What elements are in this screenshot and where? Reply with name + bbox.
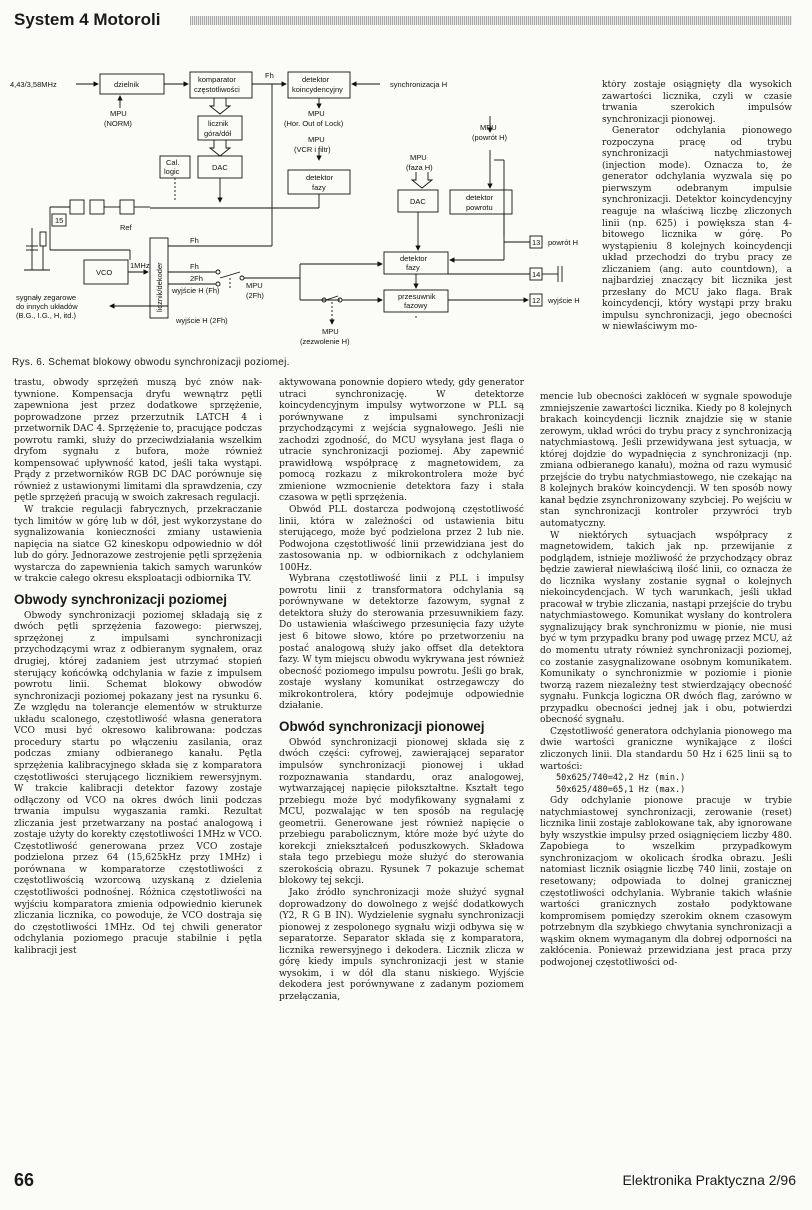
licznik-dekoder-label: licznik/dekoder: [155, 262, 164, 312]
mpu-hor-label-1: MPU: [308, 109, 325, 118]
det-powrotu-label-1: detektor: [466, 193, 494, 202]
komparator-label-2: częstotliwości: [194, 85, 240, 94]
fh1-label: Fh: [190, 236, 199, 245]
wyjscie-fh-label: wyjście H (Fh): [172, 286, 220, 295]
mpu-powrot-label-2: (powrót H): [472, 133, 508, 142]
figure-caption: Rys. 6. Schemat blokowy obwodu synchronizacji poziomej.: [12, 357, 290, 368]
paragraph: mencie lub obecności zakłóceń w sygnale spowoduje zmniejszenie zawartości licznika. Kiedy po 8 kolejnych brakach koincydencji licznik znajdzie się w stanie zerowym, układ wróci do trybu pracy z synchronizacją natychmiastową. Jeśli przewidywana jest sytuacja, w której dojdzie do wypadnięcia z synchronizacji (np. zmiana odbieranego kanału), można od razu wymusić przejście do trybu natychmiastowego, nie czekając na 8 kolejnych braków koincydencji. W ten sposób nowy kanał będzie zsynchronizowany szybciej. Po wejściu w stan synchronizacji kontroler przywróci tryb automatyczny.: [540, 392, 792, 530]
2fh-label: 2Fh: [190, 274, 203, 283]
paragraph: Obwód synchronizacji pionowej składa się z dwóch części: cyfrowej, zawierającej separator impulsów synchronizacji pionowej i układ rozpoznawania standardu, oraz analogowej, wytwarzającej napięcie piłokształtne. Kształt tego przebiegu może być modyfikowany sygnałami z MCU, pozwalając w ten sposób na regulację geometrii. Generowane jest również napięcie o przebiegu parabolicznym, które może być użyte do korekcji zniekształceń poduszkowych. Składowa stała tego przebiegu może służyć do sterowania szerokością obrazu. Rysunek 7 pokazuje schemat blokowy tej sekcji.: [279, 737, 524, 887]
dzielnik-label: dzielnik: [114, 80, 140, 89]
fh-top-label: Fh: [265, 71, 274, 80]
synchronizacja-h-label: synchronizacja H: [390, 80, 448, 89]
det-fazy-label-2: fazy: [312, 183, 326, 192]
mpu-powrot-label-1: MPU: [480, 123, 497, 132]
paragraph: Obwód PLL dostarcza podwojoną częstotliwość linii, która w zależności od ustawienia bitu sterującego, może być podzielona przez 2 lub nie. Podwojona częstotliwość linii przewidziana jest do zastosowania np. w odbiornikach z odchylaniem 100Hz.: [279, 505, 524, 573]
fh2-label: Fh: [190, 262, 199, 271]
paragraph: Generator odchylania pionowego rozpoczyna pracę od trybu synchronizacji natychmiastowej (injection mode). Oznacza to, że generator odchylania wyzwala się po pierwszym odebranym impulsie synchronizacji. Detektor koincydencyjny reaguje na właściwą liczbę zliczonych linii (np. 625) i powiększa stan 4-bitowego licznika w górę. Po wystąpieniu 8 kolejnych koincydencji układ przechodzi do trybu pracy ze zliczaniem (ang. auto countdown), a najbardziej znaczący bit licznika jest przesłany do MCU jako flaga. Brak koincydencji, który wystąpi przy braku impulsu synchronizacji, jego obecności w niewłaściwym mo-: [602, 126, 792, 333]
powrot-h-label: powrót H: [548, 238, 579, 247]
paragraph: aktywowana ponownie dopiero wtedy, gdy generator utraci synchronizację. W detektorze koincydencyjnym impulsy wytworzone w PLL są porównywane z impulsami synchronizacji przychodzącymi z wejścia sygnałowego. Jeśli nie zachodzi zgodność, do MCU wysyłana jest flaga o utracie synchronizacji poziomej. Aby zapewnić prawidłową współpracę z magnetowidem, za pomocą rozkazu z mikrokontrolera może być zmienione wzmocnienie detektora fazy i stała czasowa w pętli sprzężenia.: [279, 378, 524, 504]
input-freq-label: 4,43/3,58MHz: [10, 80, 57, 89]
mpu-2fh-label-1: MPU: [246, 281, 263, 290]
1mhz-label: 1MHz: [130, 261, 150, 270]
wyjscie-h-label: wyjście H: [548, 296, 580, 305]
det-koin-label-1: detektor: [302, 75, 330, 84]
pin13-label: 13: [532, 238, 541, 247]
column-2: [279, 378, 524, 1188]
mpu-faza-label-2: (faza H): [406, 163, 433, 172]
paragraph: Wybrana częstotliwość linii z PLL i impulsy powrotu linii z transformatora odchylania są porównywane w detektorze fazowym, sygnał z detektora służy do sterowania przesuwnikiem fazy. Do ustawienia właściwego przesunięcia fazy użyte jest 6 bitowe słowo, które po przetworzeniu na postać analogową służy jako offset dla detektora fazy. W tym miejscu obwodu wykrywana jest również obecność poziomego impulsu powrotu. Jeśli go brak, zostaje wysłany komunikat ostrzegawczy do mikrokontrolera, który podejmuje odpowiednie działanie.: [279, 574, 524, 712]
cal-label-2: logic: [164, 167, 180, 176]
det-fazy-label-1: detektor: [306, 173, 334, 182]
sygnaly-label-2: do innych układów: [16, 302, 78, 311]
paragraph: trastu, obwody sprzężeń muszą być znów nak-tywnione. Kompensacja dryfu wewnątrz pętli zapewniona jest przez dodatkowe sprzężenie, poprowadzone przez przerzutnik LATCH 4 i przetwornik DAC 4. Sprzężenie to, pracujące podczas powrotu ramki, służy do przeciwdziałania wszelkim dryfom sygnału z bufora, może również kompensować upływność katod, jeśli taka wystąpi. Prądy z przetworników RGB DC DAC porównuje się również z ustawionymi limitami dla sprawdzenia, czy pętle sprzężeń pracują w swoich zakresach regulacji.: [14, 378, 262, 504]
mpu-vcr-label-1: MPU: [308, 135, 325, 144]
paragraph: Obwody synchronizacji poziomej składają się z dwóch pętli sprzężenia fazowego: pierwszej, sprzężonej z impulsami synchronizacji przychodzącymi wraz z odbieranym sygnałem, oraz drugiej, której zadaniem jest utrzymać stopień sterujący końcówką odchylania w fazie z impulsem powrotu linii. Schemat blokowy obwodów synchronizacji poziomej pokazany jest na rysunku 6. Ze względu na tolerancje elementów w strukturze układu scalonego, częstotliwość własna generatora VCO musi być okresowo kalibrowana: podczas procedury startu po włączeniu zasilania, oraz podczas zmiany odbieranego kanału. Pętla sprzężenia kalibracyjnego składa się z komparatora częstotliwości sterującego licznikiem rewersyjnym. W trakcie kalibracji detektor fazowy zostaje odłączony od VCO na okres dwóch linii podczas trwania impulsu wygaszania ramki. Rezultat zliczania jest przetwarzany na postać analogową i zostaje użyty do korekty częstotliwości 1MHz w VCO. Częstotliwość generowana przez VCO zostaje podzielona przez 64 (15,625kHz przy 1MHz) i porównana w komparatorze częstotliwości z częstotliwością wzorcową uzyskaną z dzielenia częstotliwości podnośnej. Różnica częstotliwości na wyjściu komparatora zmienia odpowiednio kierunek zliczania licznika, co powoduje, że VCO dostraja się do częstotliwości 1MHz. Od tej chwili generator odchylania poziomego pracuje stabilnie i pętla kalibracji jest: [14, 610, 262, 956]
paragraph: W niektórych sytuacjach współpracy z magnetowidem, takich jak np. przewijanie z podglądem, istnieje możliwość że przychodzący obraz będzie zawierał niewłaściwą ilość linii, co oznacza że do licznika wysłany zostanie sygnał o kolejnych niekoincydencjach. W tych warunkach, jeśli układ pracował w trybie zliczania, nastąpi przejście do trybu natychmiastowego. Komunikat wysłany do kontrolera sygnalizujący brak synchronizmu w pionie, nie musi być w tym przypadku brany pod uwagę przez MCU, aż do momentu utraty również synchronizacji poziomej, co zostanie zasygnalizowane osobnym komunikatem. Komunikaty o synchronizmie w poziomie i pionie tworzą razem niezależny test stwierdzający obecność sygnału. Funkcja logiczna OR dwóch flag, zarówno w przypadku obecności jednej jak i obu, potwierdzi obecność sygnału.: [540, 530, 792, 726]
formula-min: 50x625/740=42,2 Hz (min.): [556, 773, 686, 784]
magazine-title: Elektronika Praktyczna 2/96: [622, 1172, 796, 1188]
paragraph: W trakcie regulacji fabrycznych, przekraczanie tych limitów w górę lub w dół, jest wykorzystane do sygnalizowania konieczności zmiany ustawienia napięcia na siatce G2 kineskopu odpowiednio w dół lub do góry. Jednorazowe zestrojenie pętli sprzężenia wystarcza do zapewnienia takich samych warunków w trakcie całego okresu eksploatacji odbiornika TV.: [14, 505, 262, 585]
column-1: [14, 378, 262, 1188]
mpu-2fh-label-2: (2Fh): [246, 291, 264, 300]
paragraph: Jako źródło synchronizacji może służyć sygnał doprowadzony do dowolnego z wejść dodatkowych (Y2, R G B IN). Wydzielenie sygnału synchronizacji pionowej z zespolonego sygnału wizji odbywa się w separatorze. Separator składa się z komparatora, licznika rewersyjnego i dekodera. Licznik zlicza w górę kiedy impuls synchronizacji jest w stanie wysokim, i w dół dla stanu niskiego. Wyjście dekodera jest porównywane z zadanym poziomem przełączania,: [279, 887, 524, 1002]
licznik-label-1: licznik: [208, 119, 229, 128]
pin12-label: 12: [532, 296, 541, 305]
block-diagram: [10, 60, 590, 360]
ref-label: Ref: [120, 223, 132, 232]
header-band: [190, 16, 792, 25]
przesuwnik-label-2: fazowy: [404, 301, 428, 310]
mpu-vcr-label-2: (VCR i filtr): [294, 145, 331, 154]
formula-max: 50x625/480=65,1 Hz (max.): [556, 784, 686, 795]
mpu-norm-label-2: (NORM): [104, 119, 132, 128]
section-heading: Obwody synchronizacji poziomej: [14, 591, 228, 607]
sygnaly-label-1: sygnały zegarowe: [16, 293, 77, 302]
paragraph: który zostaje osiągnięty dla wysokich zawartości licznika, czyli w czasie trwania szerokich impulsów synchronizacji pionowej.: [602, 80, 792, 125]
pin15-label: 15: [55, 216, 64, 225]
column-3-bottom: [540, 392, 792, 1188]
komparator-label-1: komparator: [198, 75, 236, 84]
cal-label-1: Cal.: [166, 158, 180, 167]
header-title: System 4 Motoroli: [14, 10, 161, 29]
paragraph: Gdy odchylanie pionowe pracuje w trybie natychmiastowej synchronizacji, zerowanie (reset) licznika linii zostaje zablokowane tak, aby ignorowane były wszystkie impulsy przed osiągnięciem liczby 480. Zapobiega to wszelkim przypadkowym synchronizacjom w okolicach środka obrazu. Jeśli natomiast licznik osiągnie liczbę 740 linii, zostaje on resetowany; odpowiada to dolnej granicznej częstotliwości odchylania. Wybranie takich właśnie wartości granicznych zostało podyktowane kompromisem pomiędzy szerokim oknem czasowym potrzebnym dla szybkiego chwytania synchronizacji a wąskim oknem wymaganym dla dobrej odporności na zakłócenia. Ponieważ przewidziana jest praca przy podwojonej częstotliwości od-: [540, 796, 792, 968]
wyjscie-2fh-label: wyjście H (2Fh): [176, 316, 228, 325]
licznik-label-2: góra/dół: [204, 129, 232, 138]
sygnaly-label-3: (B.G., I.G., H, itd.): [16, 311, 77, 320]
det-fazy2-label-2: fazy: [406, 263, 420, 272]
dac1-label: DAC: [212, 163, 228, 172]
przesuwnik-label-1: przesuwnik: [398, 292, 436, 301]
det-fazy2-label-1: detektor: [400, 254, 428, 263]
mpu-zezw-label-1: MPU: [322, 327, 339, 336]
mpu-hor-label-2: (Hor. Out of Lock): [284, 119, 344, 128]
mpu-norm-label-1: MPU: [110, 109, 127, 118]
mpu-faza-label-1: MPU: [410, 153, 427, 162]
page-number: 66: [14, 1170, 35, 1190]
dac2-label: DAC: [410, 197, 426, 206]
mpu-zezw-label-2: (zezwolenie H): [300, 337, 350, 346]
det-powrotu-label-2: powrotu: [466, 203, 493, 212]
section-heading: Obwód synchronizacji pionowej: [279, 718, 485, 734]
pin14-label: 14: [532, 270, 541, 279]
column-3-top: [602, 80, 792, 390]
paragraph: Częstotliwość generatora odchylania pionowego ma dwie wartości graniczne wynikające z ilości zliczonych linii. Dla standardu 50 Hz i 625 linii są to wartości:: [540, 726, 792, 772]
det-koin-label-2: koincydencyjny: [292, 85, 343, 94]
vco-label: VCO: [96, 268, 113, 277]
